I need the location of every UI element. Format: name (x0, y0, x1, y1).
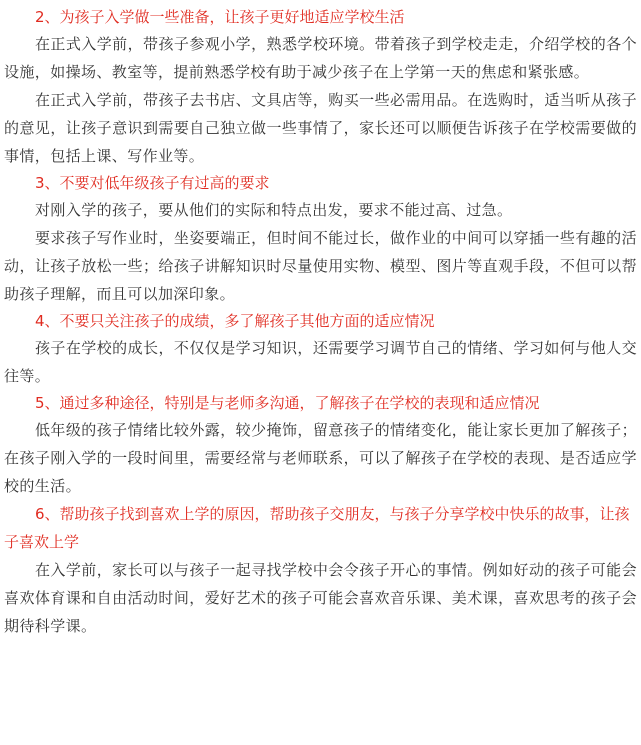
paragraph: 在正式入学前，带孩子参观小学，熟悉学校环境。带着孩子到学校走走，介绍学校的各个设施，如操场、教室等，提前熟悉学校有助于减少孩子在上学第一天的焦虑和紧张感。 (4, 35, 637, 81)
paragraph: 要求孩子写作业时，坐姿要端正，但时间不能过长，做作业的中间可以穿插一些有趣的活动，让孩子放松一些；给孩子讲解知识时尽量使用实物、模型、图片等直观手段，不但可以帮助孩子理解，而且可以加深印象。 (4, 229, 637, 303)
paragraph: 在入学前，家长可以与孩子一起寻找学校中会令孩子开心的事情。例如好动的孩子可能会喜欢体育课和自由活动时间，爱好艺术的孩子可能会喜欢音乐课、美术课，喜欢思考的孩子会期待科学课。 (4, 561, 637, 635)
section-heading-4: 4、不要只关注孩子的成绩，多了解孩子其他方面的适应情况 (35, 312, 435, 330)
paragraph: 对刚入学的孩子，要从他们的实际和特点出发，要求不能过高、过急。 (35, 201, 513, 219)
paragraph: 低年级的孩子情绪比较外露，较少掩饰，留意孩子的情绪变化，能让家长更加了解孩子；在孩子刚入学的一段时间里，需要经常与老师联系，可以了解孩子在学校的表现、是否适应学校的生活。 (4, 421, 637, 495)
section-heading-5: 5、通过多种途径，特别是与老师多沟通，了解孩子在学校的表现和适应情况 (35, 394, 540, 412)
section-heading-3: 3、不要对低年级孩子有过高的要求 (35, 174, 270, 192)
section-heading-6: 6、帮助孩子找到喜欢上学的原因，帮助孩子交朋友，与孩子分享学校中快乐的故事，让孩子喜欢上学 (4, 505, 630, 551)
section-heading-2: 2、为孩子入学做一些准备，让孩子更好地适应学校生活 (35, 8, 405, 26)
paragraph: 孩子在学校的成长，不仅仅是学习知识，还需要学习调节自己的情绪、学习如何与他人交往等。 (4, 339, 637, 385)
paragraph: 在正式入学前，带孩子去书店、文具店等，购买一些必需用品。在选购时，适当听从孩子的意见，让孩子意识到需要自己独立做一些事情了，家长还可以顺便告诉孩子在学校需要做的事情，包括上课、写作业等。 (4, 91, 637, 165)
